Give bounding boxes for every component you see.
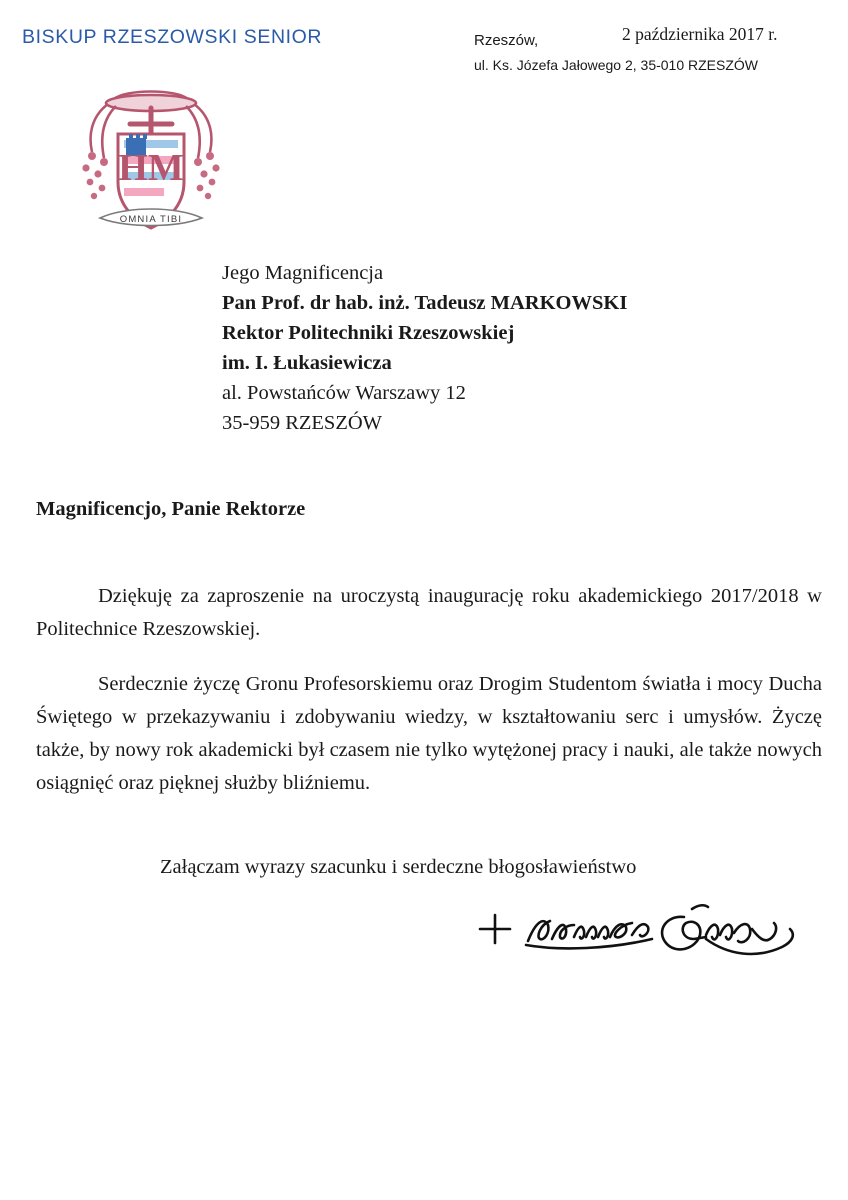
addressee-line-5: al. Powstańców Warszawy 12	[222, 382, 466, 404]
addressee-block	[222, 258, 782, 438]
body-paragraph-2: Serdecznie życzę Gronu Profesorskiemu oraz Drogim Studentom światła i mocy Ducha Świętego w przekazywaniu i zdobywaniu wiedzy, w kształtowaniu serc i umysłów. Życzę także, by nowy rok akademicki był czasem nie tylko wytężonej pracy i nauki, ale także nowych osiągnięć oraz pięknej służby bliźniemu.	[36, 673, 822, 794]
addressee-line-3: Rektor Politechniki Rzeszowskiej	[222, 322, 515, 344]
coat-of-arms-icon	[56, 72, 246, 242]
addressee-line-1: Jego Magnificencja	[222, 262, 384, 284]
signature	[470, 895, 800, 975]
closing-line: Załączam wyrazy szacunku i serdeczne błogosławieństwo	[160, 856, 637, 878]
addressee-line-6: 35-959 RZESZÓW	[222, 412, 382, 434]
body-paragraph-1: Dziękuję za zaproszenie na uroczystą inaugurację roku akademickiego 2017/2018 w Politechnice Rzeszowskiej.	[36, 585, 822, 640]
addressee-line-4: im. I. Łukasiewicza	[222, 352, 392, 374]
coat-of-arms-motto: OMNIA TIBI	[119, 214, 183, 225]
coat-of-arms	[56, 72, 246, 242]
handwritten-signature-icon	[470, 895, 800, 975]
salutation: Magnificencjo, Panie Rektorze	[36, 498, 306, 520]
letterhead-title: BISKUP RZESZOWSKI SENIOR	[22, 26, 323, 48]
letter-date: 2 października 2017 r.	[622, 24, 778, 44]
letterhead-city: Rzeszów,	[474, 32, 539, 49]
letter-body	[36, 580, 822, 822]
coat-of-arms-monogram: HM	[118, 147, 184, 189]
letterhead-address: ul. Ks. Józefa Jałowego 2, 35-010 RZESZÓW	[474, 57, 759, 73]
addressee-line-2: Pan Prof. dr hab. inż. Tadeusz MARKOWSKI	[222, 292, 628, 314]
